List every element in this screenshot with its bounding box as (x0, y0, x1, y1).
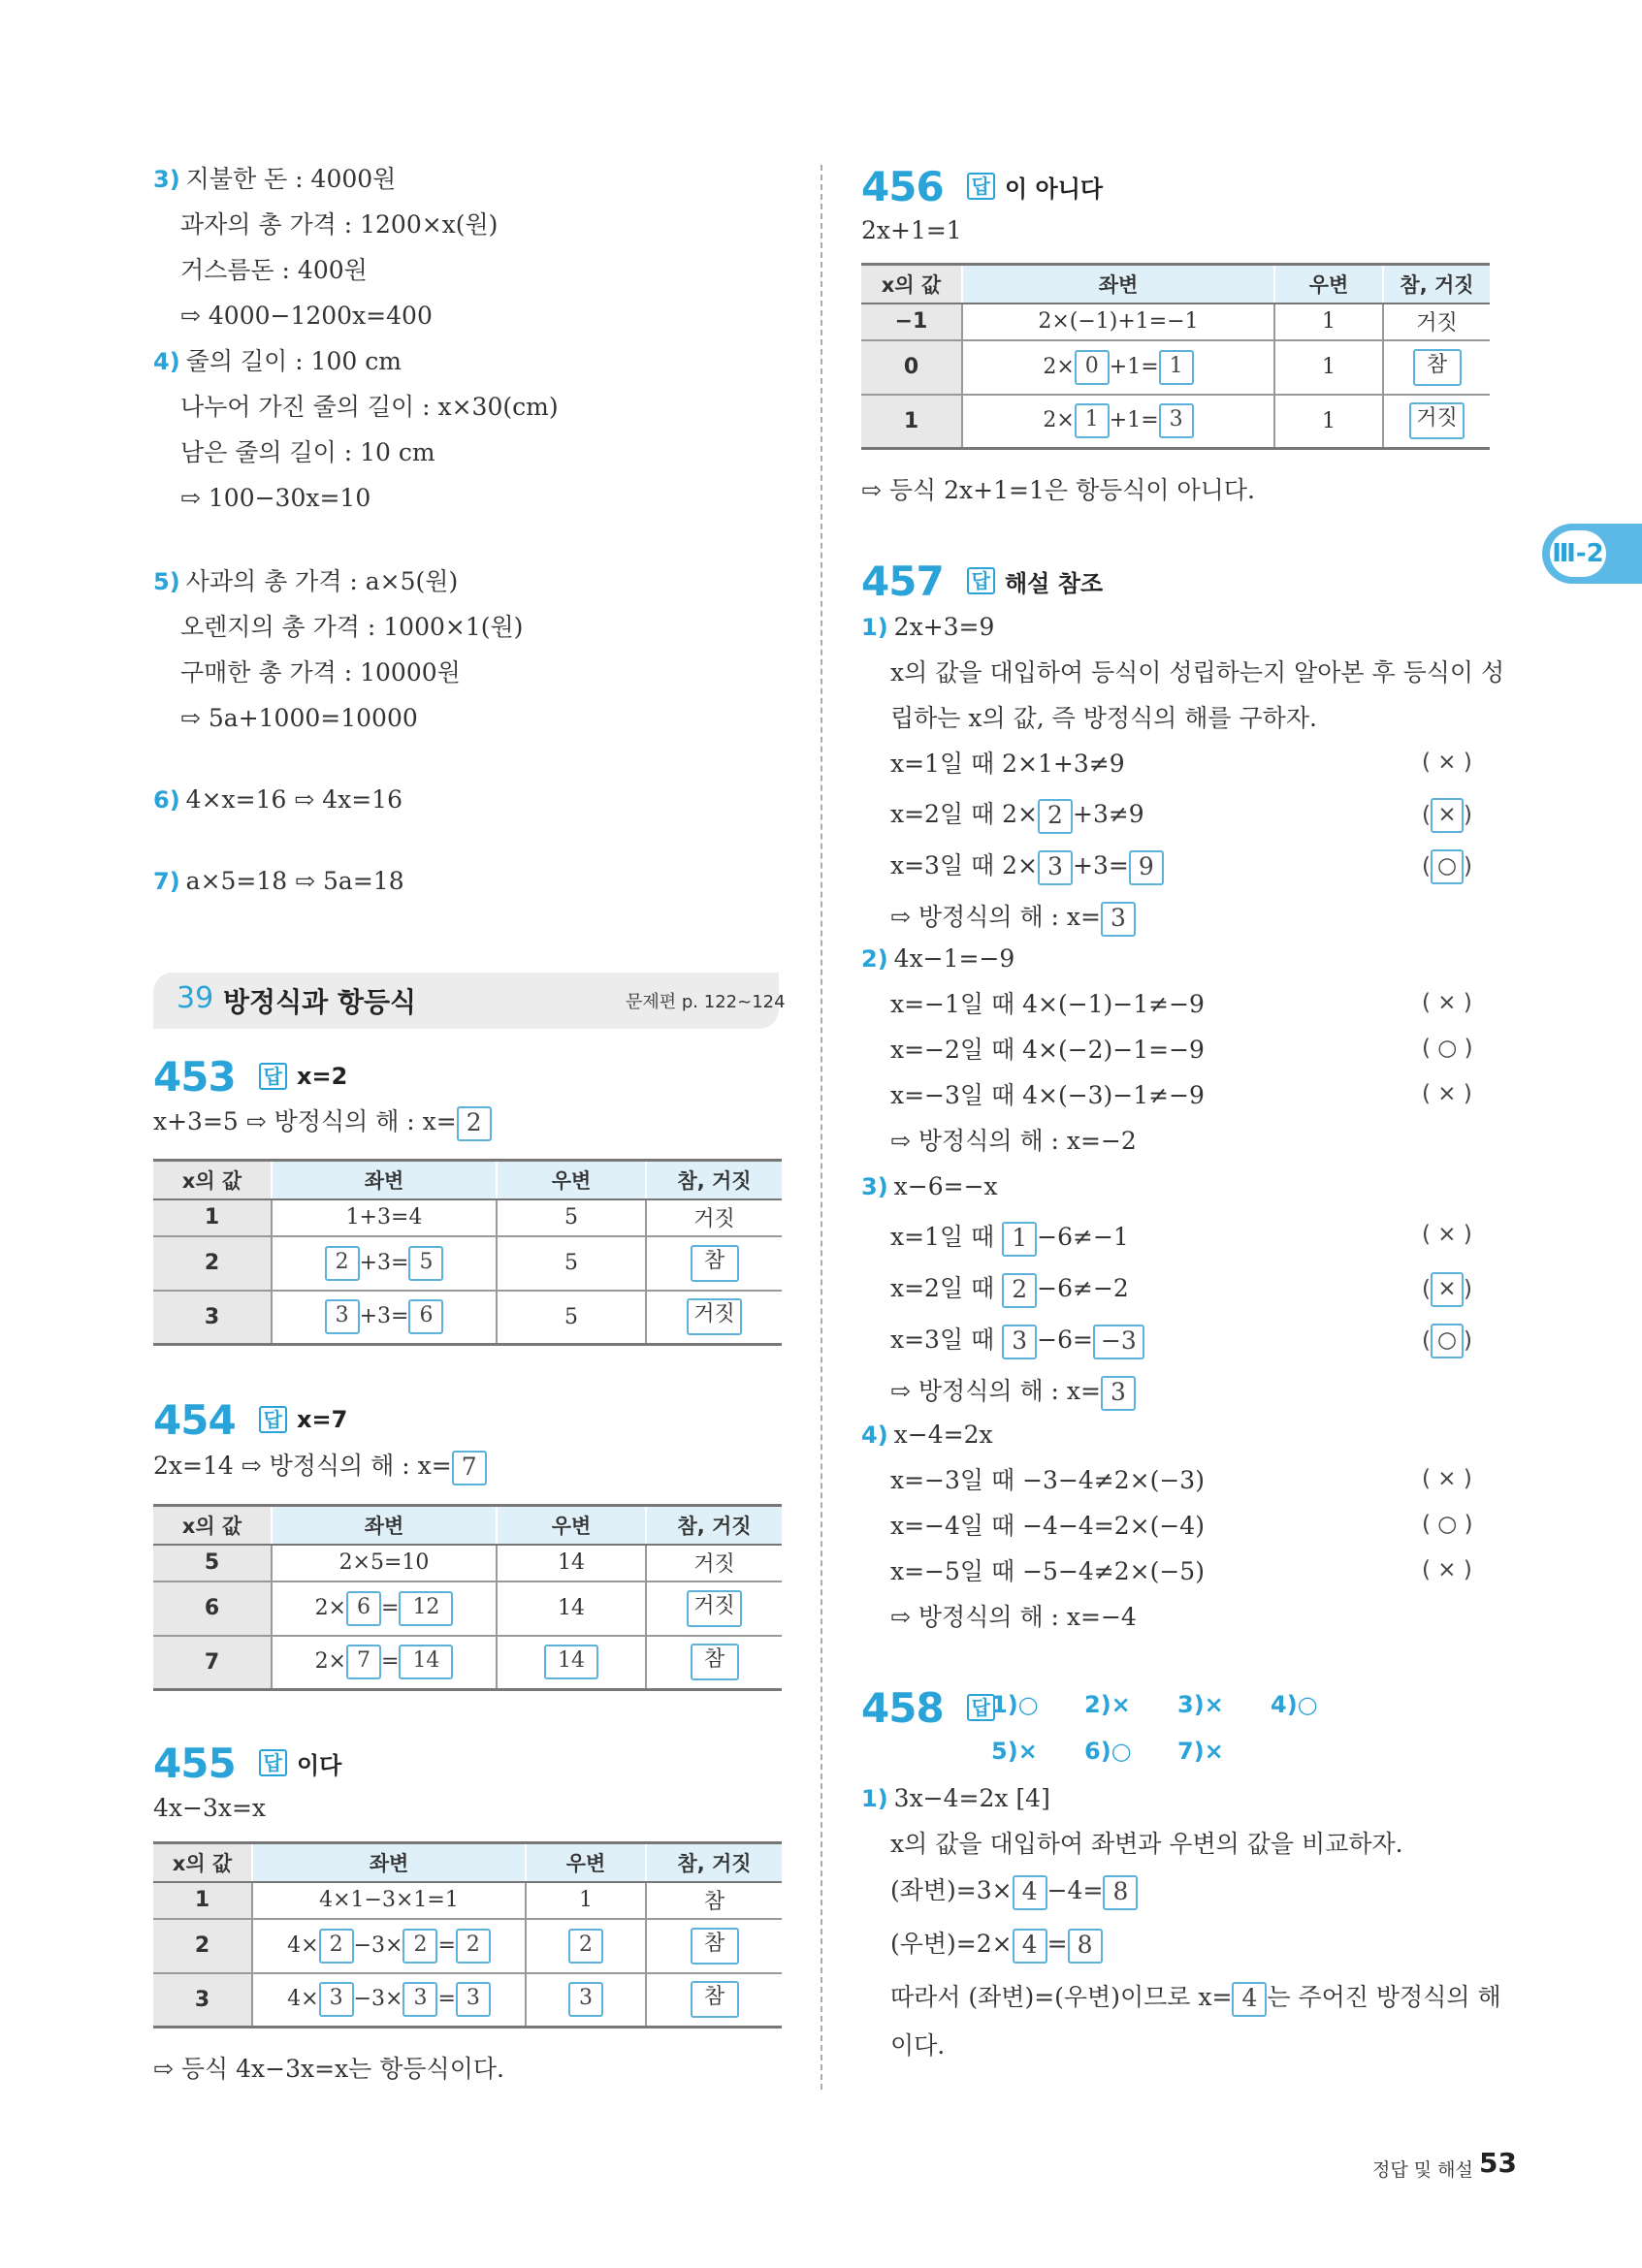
answer-label: 답 (259, 1063, 287, 1090)
q5-line4: ⇨ 5a+1000=10000 (180, 704, 418, 732)
p457-s2-row2: x=−2일 때 4×(−2)−1=−9 (890, 1036, 1205, 1064)
q6-line: 6) 4×x=16 ⇨ 4x=16 (153, 785, 402, 814)
q7-line: 7) a×5=18 ⇨ 5a=18 (153, 867, 404, 895)
q3-line3: 거스름돈 : 400원 (180, 256, 368, 284)
p457-s1-row3: x=3일 때 2× 3 +3= 9 (890, 842, 1164, 890)
p457-s4-mark2: ( ○ ) (1422, 1512, 1473, 1537)
p455-table: x의 값 좌변 우변 참, 거짓 1 4×1−3×1=1 1 참 2 4× 2 −3× 2 = 2 2 참 3 4× 3 −3× 3 = 3 3 참 (153, 1841, 782, 2028)
q3-line4: ⇨ 4000−1200x=400 (180, 302, 433, 330)
q4-line1: 4) 줄의 길이 : 100 cm (153, 347, 402, 375)
problem-457-header: 457 답 해설 참조 (861, 557, 1104, 605)
p456-conclusion: ⇨ 등식 2x+1=1은 항등식이 아니다. (861, 476, 1255, 504)
p458-s1-left: (좌변)=3× 4 −4= 8 (890, 1867, 1138, 1915)
chapter-tab-inner: Ⅲ-2 (1550, 530, 1606, 577)
answer: x=2 (297, 1063, 348, 1090)
p457-s3-eq: 3) x−6=−x (861, 1172, 998, 1200)
p458-s1-eq: 1) 3x−4=2x [4] (861, 1784, 1050, 1812)
p457-s1-row1: x=1일 때 2×1+3≠9 (890, 750, 1125, 778)
q4-line2: 나누어 가진 줄의 길이 : x×30(cm) (180, 393, 559, 421)
section-title: 방정식과 항등식 (223, 986, 417, 1018)
q3-line1: 3) 지불한 돈 : 4000원 (153, 165, 397, 193)
p457-s4-row1: x=−3일 때 −3−4≠2×(−3) (890, 1466, 1205, 1494)
p458-s1-right: (우변)=2× 4 = 8 (890, 1920, 1103, 1968)
p457-s1-exp2: 립하는 x의 값, 즉 방정식의 해를 구하자. (890, 704, 1317, 732)
p457-s3-solution: ⇨ 방정식의 해 : x= 3 (890, 1367, 1136, 1416)
p457-s3-mark3: ( ○ ) (1422, 1324, 1472, 1358)
p457-s2-mark3: ( × ) (1422, 1081, 1472, 1106)
p457-s4-row3: x=−5일 때 −5−4≠2×(−5) (890, 1557, 1205, 1585)
p457-s2-solution: ⇨ 방정식의 해 : x=−2 (890, 1127, 1137, 1155)
q4-line3: 남은 줄의 길이 : 10 cm (180, 438, 435, 466)
section-number: 39 (177, 981, 214, 1015)
p457-s1-mark1: ( × ) (1422, 750, 1472, 775)
p457-s2-mark1: ( × ) (1422, 990, 1472, 1015)
p457-s4-mark3: ( × ) (1422, 1557, 1472, 1582)
problem-455-header: 455 답 이다 (153, 1739, 342, 1787)
p458-answers-row1: 1)○ 2)× 3)× 4)○ (991, 1691, 1318, 1718)
q5-line2: 오렌지의 총 가격 : 1000×1(원) (180, 613, 524, 641)
q5-line3: 구매한 총 가격 : 10000원 (180, 658, 461, 687)
p457-s2-eq: 2) 4x−1=−9 (861, 944, 1015, 973)
p457-s1-mark3: ( ○ ) (1422, 849, 1472, 884)
p454-table: x의 값 좌변 우변 참, 거짓 5 2×5=10 14 거짓 6 2× 6 = 12 14 거짓 7 2× 7 = 14 14 참 (153, 1504, 782, 1691)
p457-s1-mark2: ( × ) (1422, 798, 1472, 833)
p453-table: x의 값 좌변 우변 참, 거짓 1 1+3=4 5 거짓 2 2 +3= 5 5 참 3 3 +3= 6 5 거짓 (153, 1159, 782, 1346)
p458-answers-row2: 5)× 6)○ 7)× (991, 1738, 1224, 1765)
p457-s3-mark1: ( × ) (1422, 1222, 1472, 1247)
p458-s1-conclusion: 따라서 (좌변)=(우변)이므로 x= 4 는 주어진 방정식의 해 (890, 1973, 1501, 2022)
problem-456-header: 456 답 이 아니다 (861, 162, 1104, 210)
problem-458-header: 458 답 (861, 1680, 1005, 1735)
p456-table: x의 값 좌변 우변 참, 거짓 −1 2×(−1)+1=−1 1 거짓 0 2× 0 +1= 1 1 참 1 2× 1 +1= 3 1 거짓 (861, 263, 1490, 450)
p457-s1-row2: x=2일 때 2× 2 +3≠9 (890, 790, 1144, 839)
p457-s3-mark2: ( × ) (1422, 1272, 1472, 1307)
problem-453-header (153, 1049, 347, 1103)
problem-454-header: 454 답 x=7 (153, 1395, 348, 1444)
p455-conclusion: ⇨ 등식 4x−3x=x는 항등식이다. (153, 2055, 504, 2083)
p457-s2-mark2: ( ○ ) (1422, 1036, 1473, 1061)
p457-s1-exp1: x의 값을 대입하여 등식이 성립하는지 알아본 후 등식이 성 (890, 658, 1505, 687)
p457-s3-row1: x=1일 때 1 −6≠−1 (890, 1213, 1129, 1262)
p456-equation: 2x+1=1 (861, 216, 962, 244)
p457-s4-eq: 4) x−4=2x (861, 1421, 993, 1449)
q5-line1: 5) 사과의 총 가격 : a×5(원) (153, 567, 459, 595)
q3-line2: 과자의 총 가격 : 1200×x(원) (180, 210, 499, 239)
page-number: 53 (1479, 2147, 1517, 2179)
p453-solution-line: x+3=5 ⇨ 방정식의 해 : x= 2 (153, 1102, 492, 1141)
p458-s1-conclusion2: 이다. (890, 2031, 946, 2060)
p457-s4-row2: x=−4일 때 −4−4=2×(−4) (890, 1512, 1205, 1540)
problem-number: 453 (153, 1052, 236, 1101)
p457-s1-solution: ⇨ 방정식의 해 : x= 3 (890, 893, 1136, 942)
p457-s4-solution: ⇨ 방정식의 해 : x=−4 (890, 1603, 1137, 1631)
q4-line4: ⇨ 100−30x=10 (180, 484, 371, 512)
p455-equation: 4x−3x=x (153, 1794, 267, 1822)
p457-s3-row3: x=3일 때 3 −6= −3 (890, 1316, 1144, 1364)
footer-label: 정답 및 해설 (1372, 2159, 1473, 2181)
p458-s1-exp: x의 값을 대입하여 좌변과 우변의 값을 비교하자. (890, 1830, 1403, 1858)
p457-s3-row2: x=2일 때 2 −6≠−2 (890, 1264, 1129, 1313)
p457-s4-mark1: ( × ) (1422, 1466, 1472, 1491)
p457-s2-row3: x=−3일 때 4×(−3)−1≠−9 (890, 1081, 1205, 1109)
section-reference: 문제편 p. 122~124 (626, 992, 786, 1012)
p454-solution-line: 2x=14 ⇨ 방정식의 해 : x= 7 (153, 1447, 487, 1485)
p457-s1-eq: 1) 2x+3=9 (861, 613, 995, 641)
p457-s2-row1: x=−1일 때 4×(−1)−1≠−9 (890, 990, 1205, 1018)
column-divider (821, 165, 822, 2090)
